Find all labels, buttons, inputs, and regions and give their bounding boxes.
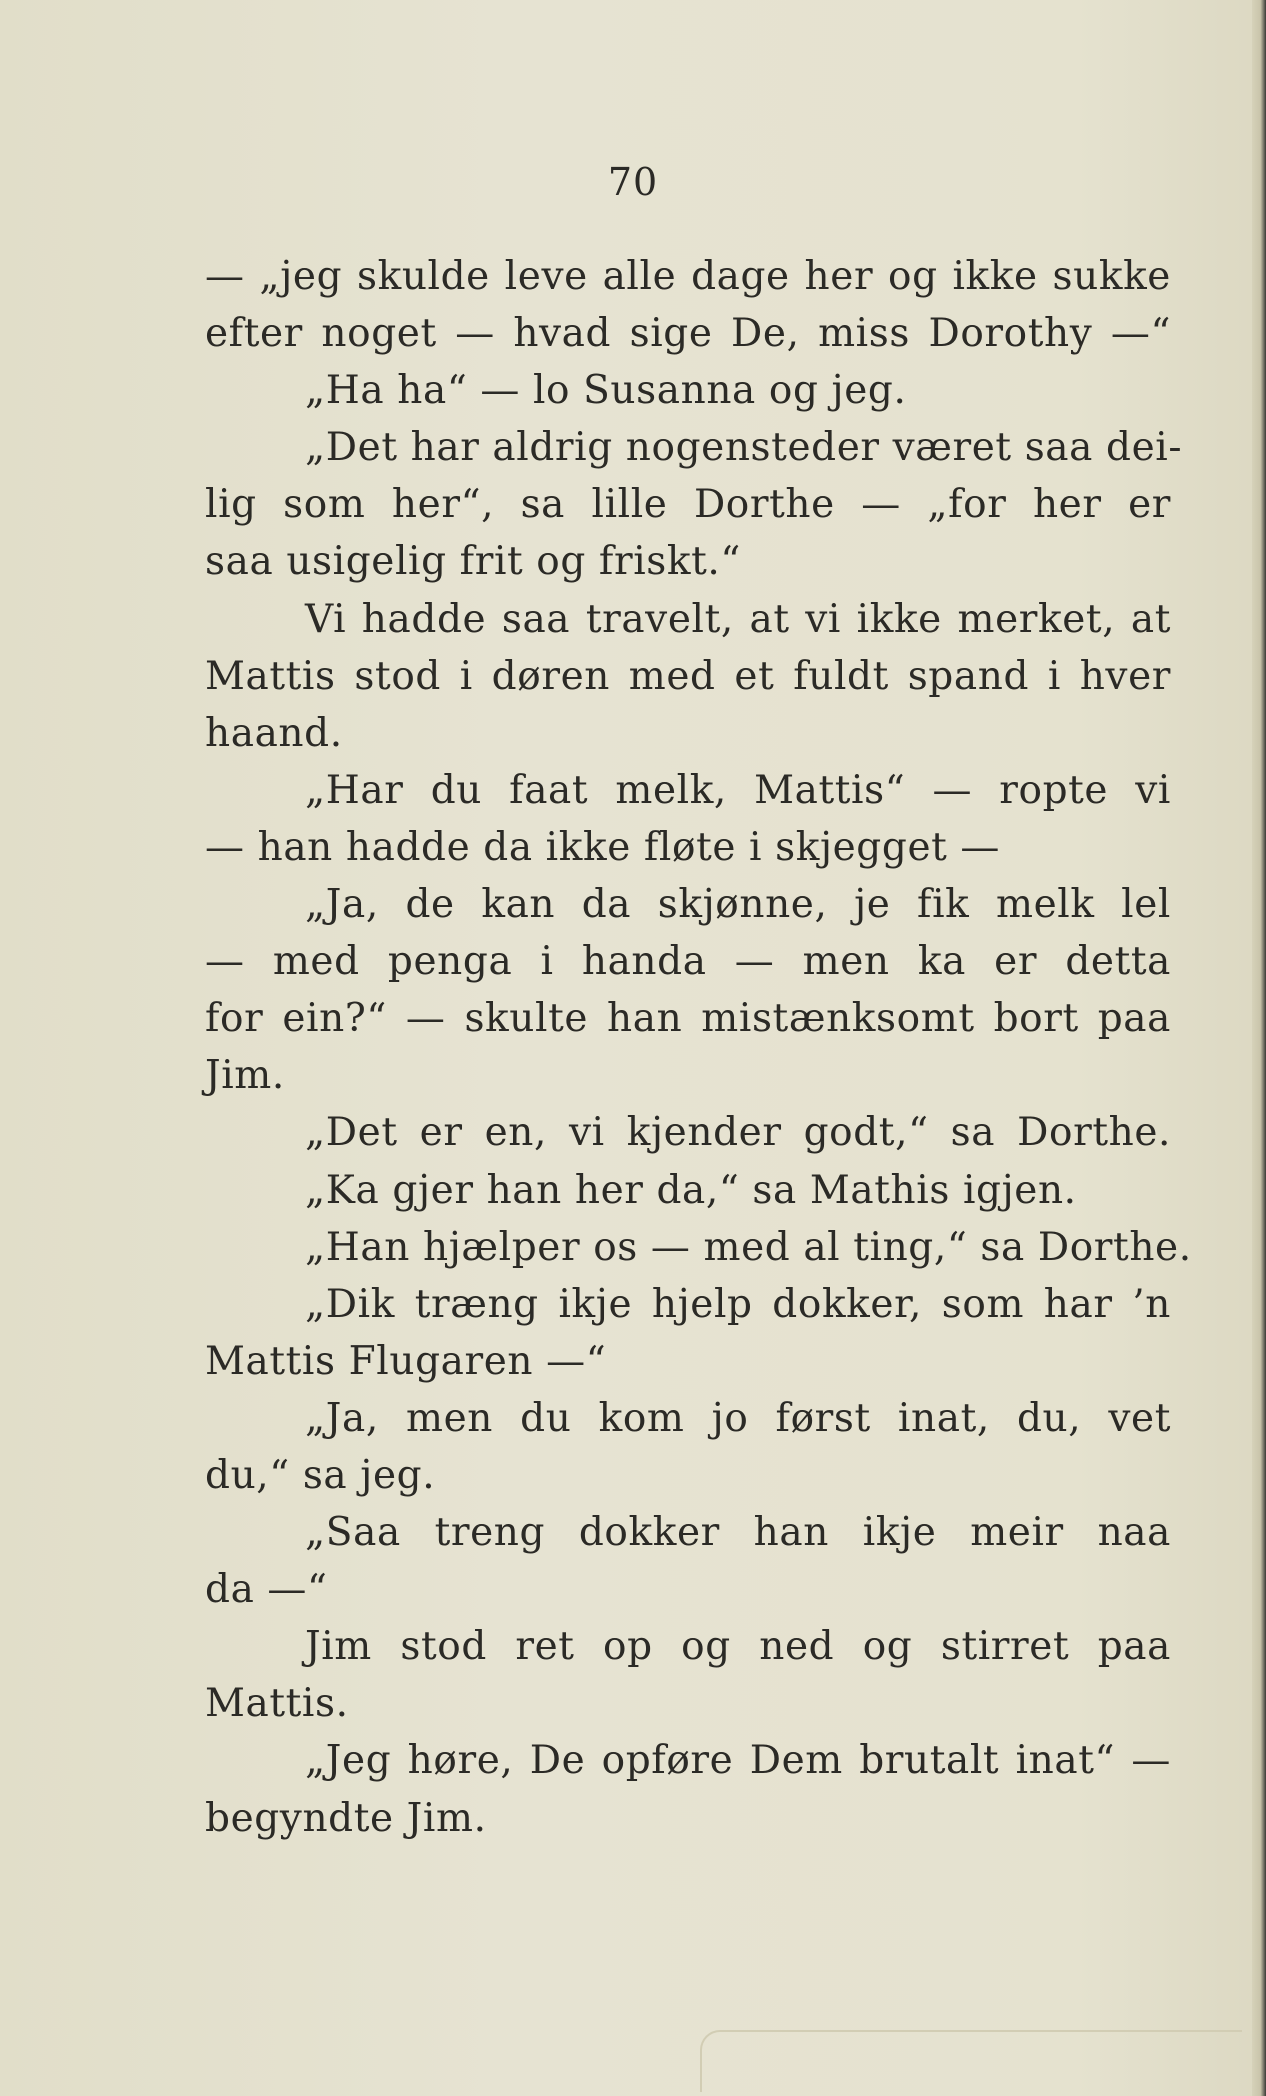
- text-line: „Ja, men du kom jo først inat, du, vet: [305, 1395, 1171, 1441]
- body-text: [205, 248, 1192, 1847]
- text-line: saa usigelig frit og friskt.“: [205, 539, 741, 585]
- text-line: „Ka gjer han her da,“ sa Mathis igjen.: [305, 1167, 1077, 1213]
- text-line: Jim.: [205, 1053, 285, 1099]
- page-edge-shadow: [1252, 0, 1266, 2096]
- text-line: — han hadde da ikke fløte i skjegget —: [205, 824, 1000, 870]
- text-line: — med penga i handa — men ka er detta: [205, 939, 1171, 985]
- text-line: „Det har aldrig nogensteder været saa dei-: [305, 425, 1183, 471]
- text-line: Vi hadde saa travelt, at vi ikke merket, at: [305, 596, 1171, 642]
- text-line: „Han hjælper os — med al ting,“ sa Dorthe.: [305, 1224, 1192, 1270]
- text-line: lig som her“, sa lille Dorthe — „for her er: [205, 482, 1171, 528]
- text-line: haand.: [205, 710, 343, 756]
- text-line: Mattis Flugaren —“: [205, 1338, 607, 1384]
- text-line: efter noget — hvad sige De, miss Dorothy —“: [205, 311, 1171, 357]
- text-line: begyndte Jim.: [205, 1795, 487, 1841]
- text-line: du,“ sa jeg.: [205, 1452, 436, 1498]
- text-line: „Jeg høre, De opføre Dem brutalt inat“ —: [305, 1738, 1171, 1784]
- text-line: Jim stod ret op og ned og stirret paa: [305, 1624, 1171, 1670]
- text-line: da —“: [205, 1567, 328, 1613]
- text-line: Mattis stod i døren med et fuldt spand i hver: [205, 653, 1171, 699]
- paper-crease: [700, 2030, 1242, 2092]
- text-line: „Ha ha“ — lo Susanna og jeg.: [305, 368, 907, 414]
- text-line: „Dik træng ikje hjelp dokker, som har ’n: [305, 1281, 1171, 1327]
- text-line: „Det er en, vi kjender godt,“ sa Dorthe.: [305, 1110, 1171, 1156]
- text-line: „Har du faat melk, Mattis“ — ropte vi: [305, 767, 1171, 813]
- text-line: „Saa treng dokker han ikje meir naa: [305, 1510, 1171, 1556]
- page-number: 70: [607, 160, 659, 204]
- text-line: — „jeg skulde leve alle dage her og ikke sukke: [205, 254, 1171, 299]
- text-line: „Ja, de kan da skjønne, je fik melk lel: [305, 882, 1171, 928]
- text-line: Mattis.: [205, 1681, 349, 1727]
- text-line: for ein?“ — skulte han mistænksomt bort paa: [205, 996, 1171, 1042]
